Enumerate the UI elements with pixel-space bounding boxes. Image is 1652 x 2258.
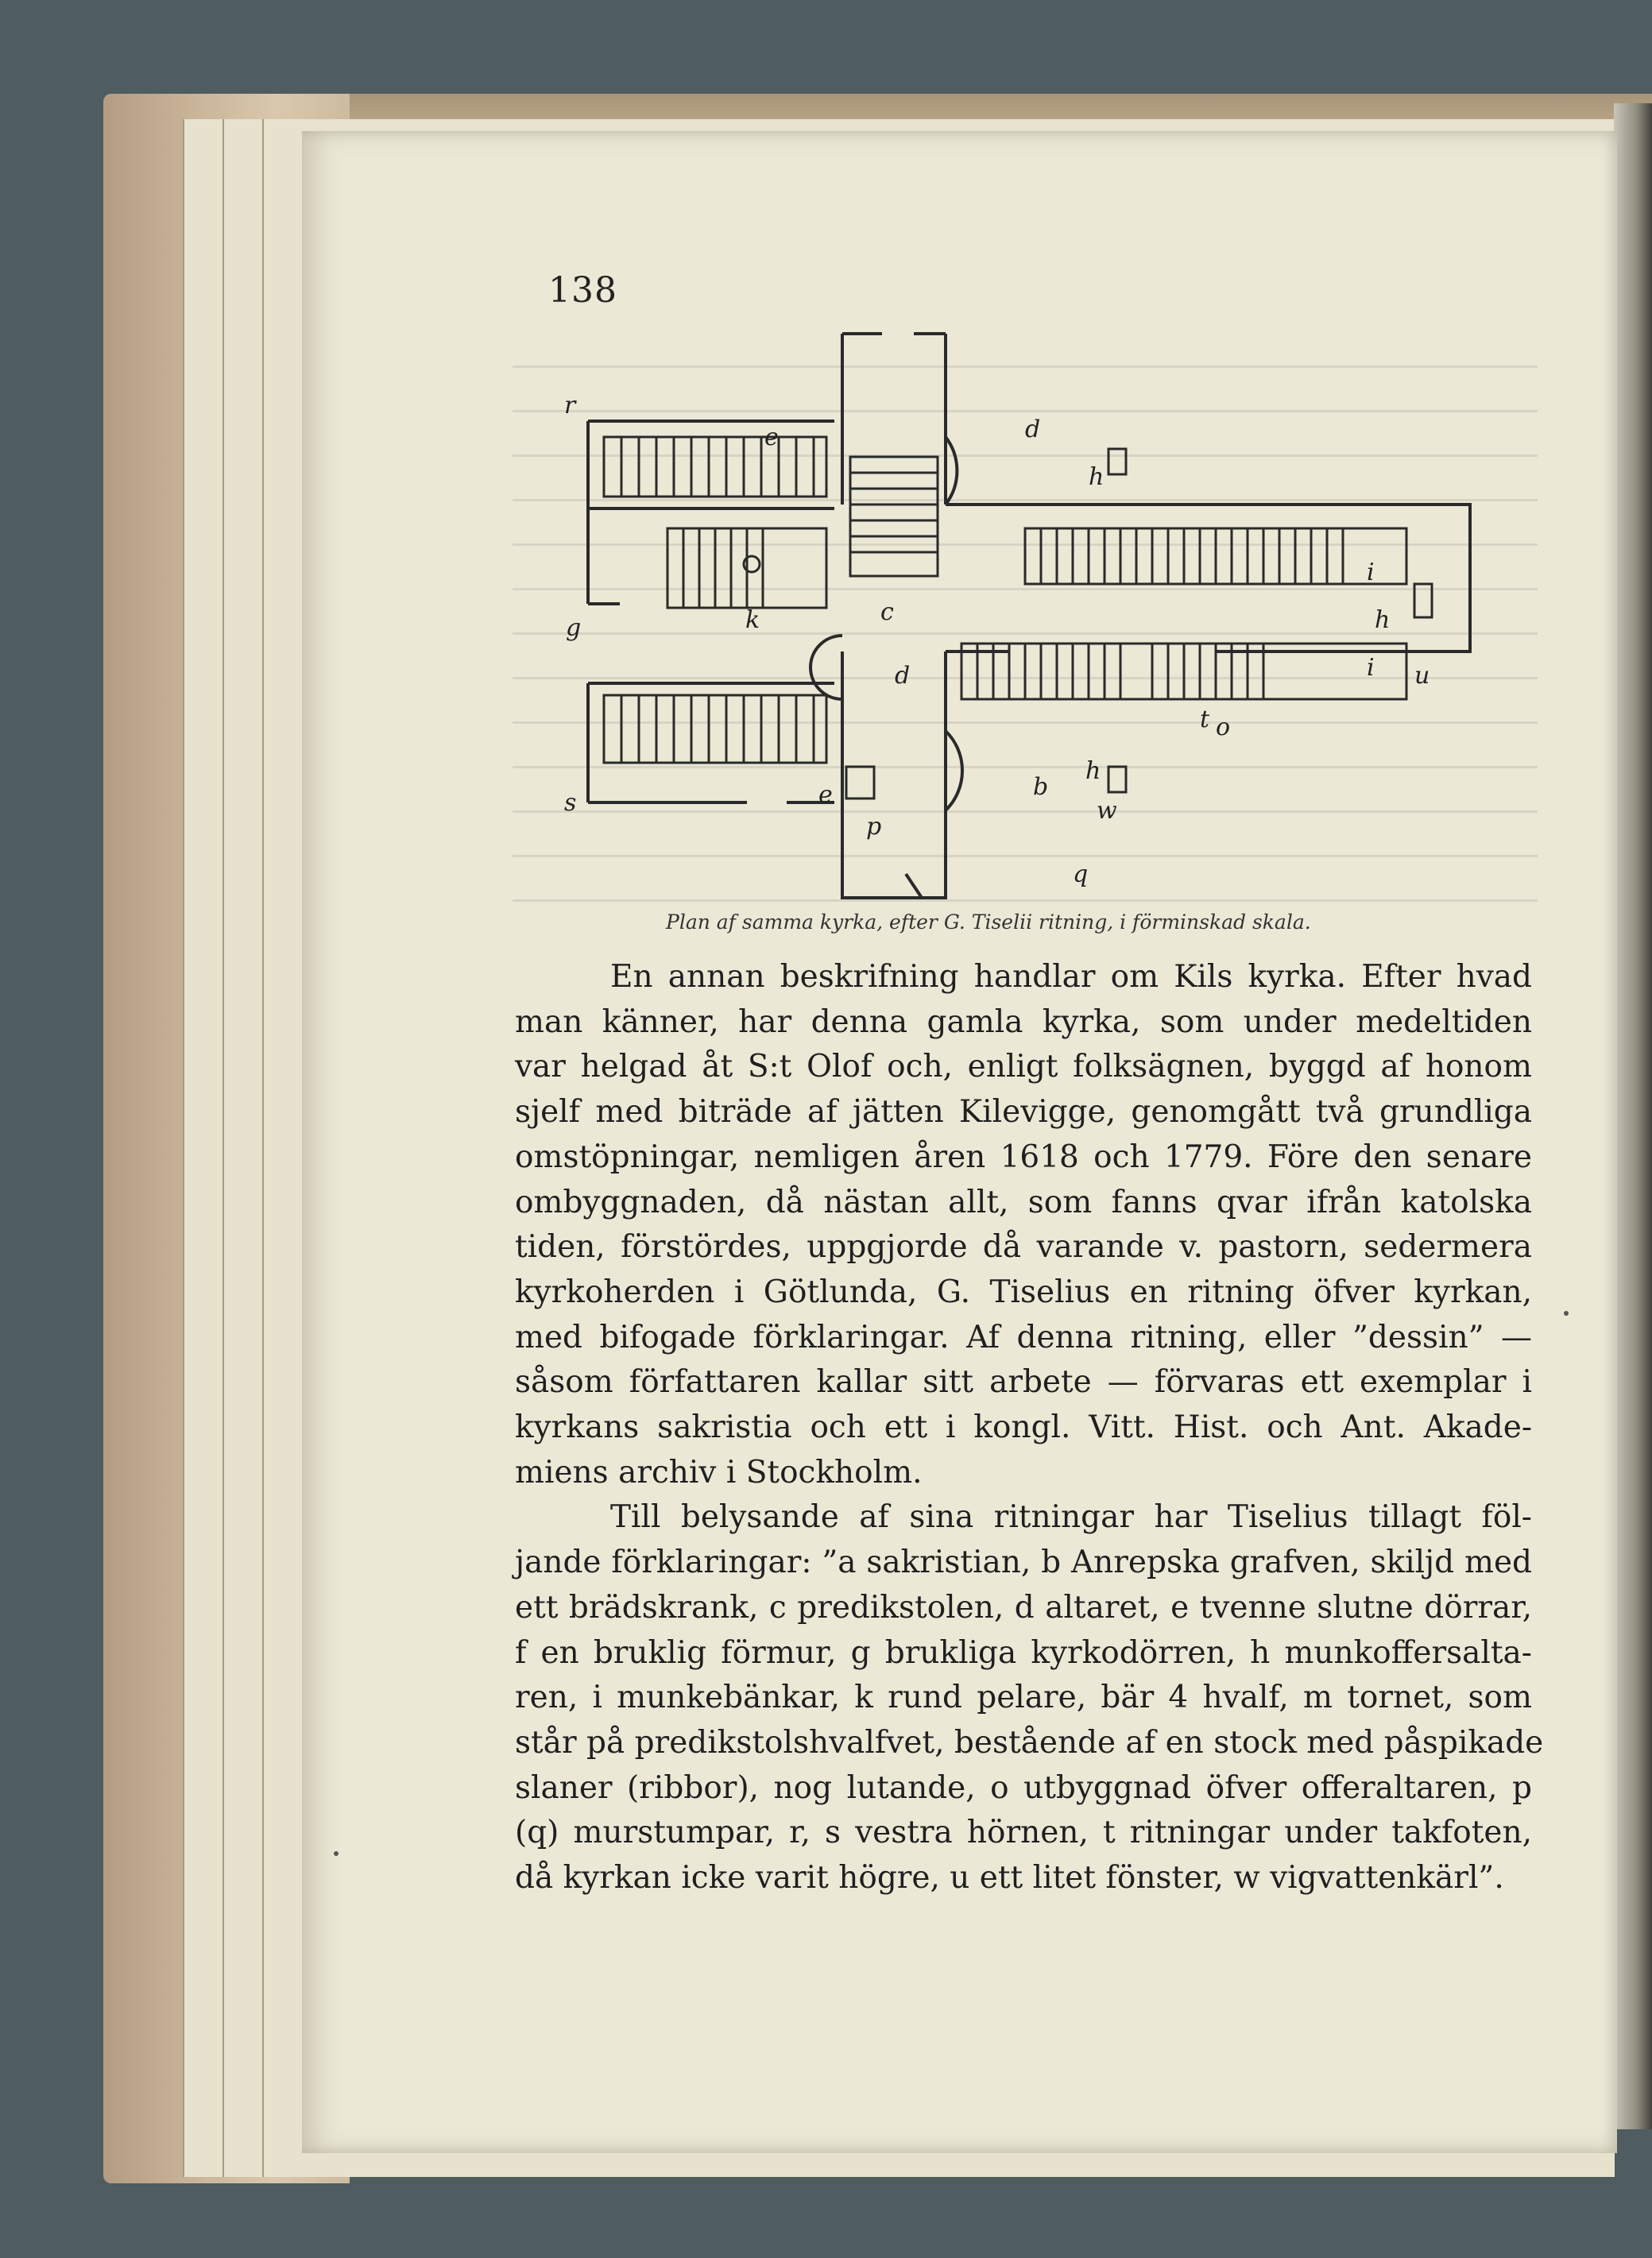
text-line: slaner (ribbor), nog lutande, o utbyggnad öfver offeraltaren, p [515, 1769, 1532, 1806]
text-line: kyrkoherden i Götlunda, G. Tiselius en ritning öfver kyrkan, [515, 1274, 1532, 1310]
plan-label-p: p [866, 813, 882, 841]
paragraph [515, 955, 1532, 1495]
text-line: ren, i munkebänkar, k rund pelare, bär 4 hvalf, m tornet, som [515, 1680, 1532, 1716]
text-line: En annan beskrifning handlar om Kils kyrka. Efter hvad [610, 959, 1532, 995]
plan-label-c: c [880, 598, 894, 626]
ink-speck [334, 1851, 339, 1856]
plan-label-u: u [1414, 662, 1430, 690]
plan-label-r: r [564, 392, 576, 420]
text-line: såsom författaren kallar sitt arbete — förvaras ett exemplar i [515, 1364, 1532, 1401]
body-text [515, 955, 1544, 1901]
text-line: då kyrkan icke varit högre, u ett litet fönster, w vigvattenkärl”. [515, 1860, 1504, 1896]
figure-caption: Plan af samma kyrka, efter G. Tiselii ritning, i förminskad skala. [666, 911, 1311, 934]
text-line: jande förklaringar: ”a sakristian, b Anrepska grafven, skiljd med [515, 1545, 1532, 1581]
text-line: ombyggnaden, då nästan allt, som fanns qvar ifrån katolska [515, 1184, 1532, 1220]
plan-label-b: b [1033, 773, 1049, 801]
text-line: (q) murstumpar, r, s vestra hörnen, t ritningar under takfoten, [515, 1815, 1532, 1851]
plan-label-w: w [1097, 797, 1117, 825]
church-floor-plan [548, 318, 1486, 906]
plan-label-h: h [1085, 757, 1101, 785]
plan-label-i: i [1367, 654, 1375, 682]
page-number: 138 [548, 270, 617, 311]
plan-label-q: q [1073, 860, 1089, 888]
text-line: sjelf med biträde af jätten Kilevigge, genomgått två grundliga [515, 1094, 1532, 1131]
text-line: tiden, förstördes, uppgjorde då varande v. pastorn, sedermera [515, 1229, 1532, 1266]
text-line: kyrkans sakristia och ett i kongl. Vitt. Hist. och Ant. Akade- [515, 1409, 1532, 1446]
text-line: med bifogade förklaringar. Af denna ritning, eller ”dessin” — [515, 1319, 1532, 1355]
text-line: man känner, har denna gamla kyrka, som under medeltiden [515, 1003, 1532, 1040]
plan-label-o: o [1216, 713, 1231, 741]
plan-label-d: d [1025, 416, 1041, 443]
book-spine [1614, 103, 1652, 2129]
plan-label-e: e [764, 423, 779, 451]
plan-label-s: s [564, 789, 577, 817]
plan-label-d: d [895, 662, 911, 690]
plan-label-h: h [1089, 463, 1105, 491]
plan-label-i: i [1367, 559, 1375, 586]
text-line: omstöpningar, nemligen åren 1618 och 1779. Före den senare [515, 1139, 1532, 1175]
text-line: ett brädskrank, c predikstolen, d altaret, e tvenne slutne dörrar, [515, 1589, 1532, 1626]
text-line: f en bruklig förmur, g brukliga kyrkodörren, h munkoffersalta- [515, 1634, 1532, 1671]
ink-speck [1564, 1311, 1569, 1316]
paragraph [515, 1495, 1544, 1900]
text-line: Till belysande af sina ritningar har Tiselius tillagt föl- [610, 1499, 1532, 1536]
text-line: står på predikstolshvalfvet, bestående af en stock med påspikade [515, 1724, 1544, 1761]
plan-label-t: t [1200, 706, 1210, 733]
plan-label-k: k [745, 606, 760, 634]
plan-label-h: h [1375, 606, 1391, 634]
text-line: var helgad åt S:t Olof och, enligt folksägnen, byggd af honom [515, 1049, 1532, 1085]
text-line: miens archiv i Stockholm. [515, 1454, 923, 1491]
plan-label-e: e [818, 781, 833, 809]
plan-label-g: g [566, 614, 582, 642]
